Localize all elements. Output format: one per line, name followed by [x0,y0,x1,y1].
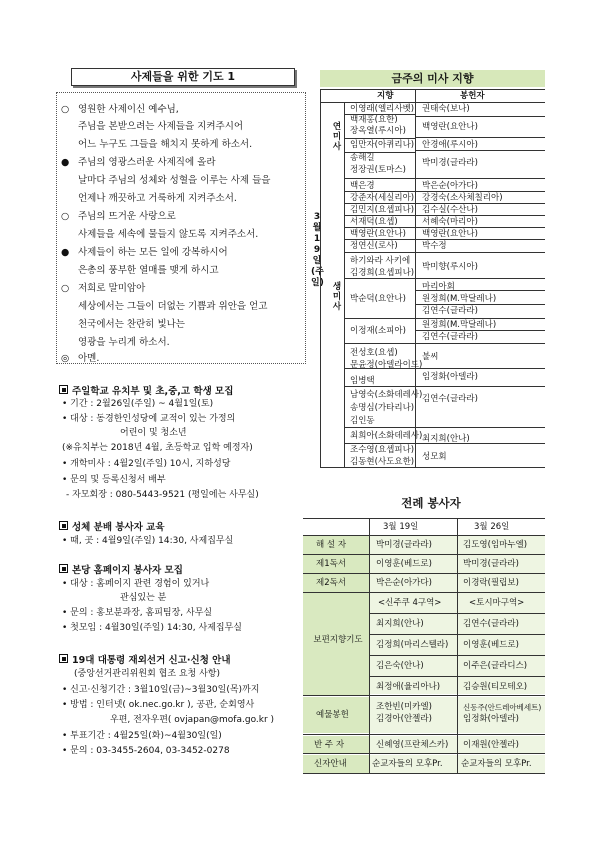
intention-cell: 장옥열(루시아) [350,126,406,136]
section-item: • 문의 및 등록신청서 배부 [62,475,166,485]
section-item: • 신고·신청기간 : 3월10일(금)~3월30일(목)까지 [62,685,260,695]
assign-cell: 최지희(안나) [376,619,424,629]
prayer-line: 주님을 본받으려는 사제들을 지켜주시어 [78,121,244,132]
square-bullet-icon [59,564,68,573]
intention-cell: 김인동 [350,416,375,426]
intention-cell: 박순덕(요안나) [350,294,406,304]
intention-cell: 문윤정(아델라이드) [350,360,423,370]
server-cell: 원정희(M.막달레나) [422,294,497,304]
intention-cell: 백재홍(요한) [350,115,398,125]
assign-cell: 이영훈(베드로) [376,559,432,569]
assign-cell: 김은숙(안나) [376,661,424,671]
row-border [344,215,545,216]
assign-cell: 박미경(글라라) [376,540,432,550]
intention-header: 지향 [377,91,394,101]
assign-cell: 김도영(임마누엘) [463,540,528,550]
prayer-line: 천국에서는 찬란히 빛나는 [78,319,185,330]
server-cell: 원정희(M.막달레나) [422,320,497,330]
server-cell: 권태숙(보나) [422,104,470,114]
assign-cell: 박미경(글라라) [463,559,519,569]
server-cell: 박은순(아가다) [422,181,478,191]
row-border [415,150,545,151]
server-cell: 성모회 [422,452,447,462]
prayer-line: 날마다 주님의 성체와 성혈을 이루는 사제 들을 [78,175,271,186]
intention-cell: 김경희(요셉피나) [350,268,415,278]
intention-cell: 정장권(토마스) [350,165,406,175]
section-item: 어린이 및 청소년 [120,428,187,438]
prayer-title: 사제들을 위한 기도 1 [71,68,295,86]
prayer-line: 어느 누구도 그들을 해치지 못하게 하소서. [78,139,253,150]
role-label: 신자안내 [314,759,347,769]
intention-cell: 최희아(소화데레사) [350,431,423,441]
intention-cell: 백영란(요안나) [350,229,406,239]
section-heading-text: 본당 홈페이지 봉사자 모집 [72,565,183,576]
prayer-bullet-icon: ● [61,247,70,258]
server-cell: 서혜숙(마리아) [422,217,478,227]
prayer-line: 주님의 뜨거운 사랑으로 [78,211,176,222]
row-border [303,592,545,593]
row-border [303,554,545,555]
row-border [344,191,545,192]
section-item: • 문의 : 03-3455-2604, 03-3452-0278 [62,746,230,756]
section-item: 관심있는 분 [120,593,167,603]
prayer-line: 영원한 사제이신 예수님, [78,104,179,115]
intention-cell: 김동현(사도요한) [350,457,415,467]
section-item: • 때, 곳 : 4월9일(주일) 14:30, 사제집무실 [62,536,234,546]
server-cell: 박미경(글라라) [422,158,478,168]
section-item: • 문의 : 홍보분과장, 홈피팀장, 사무실 [62,608,213,618]
intention-cell: 남영숙(소화데레사) [350,390,423,400]
row-border [303,535,545,536]
assign-cell: 김연수(글라라) [463,619,519,629]
table-border [320,102,545,103]
prayer-line: 은총의 풍부한 열매를 맺게 하시고 [78,265,219,276]
section-heading-text: 성체 분배 봉사자 교육 [72,522,165,533]
role-label: 예물봉헌 [316,710,349,720]
assign-cell: 조한빈(미카엘) [376,702,432,712]
table-border [344,102,345,467]
server-cell: 강경숙(소사체칠리아) [422,193,503,203]
row-border [344,343,545,344]
prayer-bullet-icon: ◎ [61,353,70,364]
row-border [415,137,545,138]
section-item: • 투표기간 : 4월25일(화)~4월30일(일) [62,731,222,741]
prayer-bullet-icon: ○ [61,211,70,222]
section-heading-text: 19대 대통령 재외선거 신고·신청 안내 [72,655,231,666]
role-label: 제1독서 [316,559,347,569]
section-heading-text: 주일학교 유치부 및 초,중,고 학생 모집 [72,386,234,397]
date-label: 3월19일(주일) [311,212,324,288]
role-label: 반 주 자 [314,740,345,750]
row-border [344,427,545,428]
col-border [457,518,458,773]
intention-cell: 강준자(세실리아) [350,193,415,203]
role-label: 보편지향기도 [313,635,363,645]
intention-cell: 임병택 [350,376,375,386]
row-border [303,753,545,754]
assign-cell: 이영훈(베드로) [463,640,519,650]
row-border [344,386,545,387]
square-bullet-icon [59,654,68,663]
assign-cell: 임정화(아델라) [463,714,519,724]
prayer-bullet-icon: ○ [61,104,70,115]
server-cell: 백영란(요안나) [422,122,478,132]
server-cell: 백영란(요안나) [422,229,478,239]
prayer-bullet-icon: ○ [61,283,70,294]
server-cell: 임정화(아델라) [422,372,478,382]
section-item: 우편, 전자우편( ovjapan@mofa.go.kr ) [110,715,275,725]
prayer-line: 사제들이 하는 모든 일에 강복하시어 [78,247,228,258]
server-cell: 마리아회 [422,282,455,292]
date-header: 3월 19일 [383,522,419,532]
group-label: <토시마구역> [469,598,525,608]
section-item: • 기간 : 2월26일(주일) ~ 4월1일(토) [62,399,214,409]
row-border [303,734,545,735]
prayer-line: 사제들을 세속에 물들지 않도록 지켜주소서. [78,229,259,240]
server-cell: 김수실(수산나) [422,205,478,215]
table-border [320,467,545,468]
row-border [344,239,545,240]
prayer-line: 아멘. [78,353,100,364]
row-border [415,330,545,331]
row-border [415,290,545,291]
server-cell: 불씨 [422,352,439,362]
role-label: 해 설 자 [316,540,347,550]
row-border [344,443,545,444]
assign-cell: 이주은(글라디스) [463,661,528,671]
row-border [415,116,545,117]
assign-cell: 김경아(안젤라) [376,714,432,724]
server-cell: 최지희(안나) [422,434,470,444]
prayer-line: 언제나 깨끗하고 거룩하게 지켜주소서. [78,193,237,204]
mass-intention-title: 금주의 미사 지향 [320,70,545,87]
section-item: • 개학미사 : 4월2일(주일) 10시, 지하성당 [62,459,231,469]
liturgy-title: 전례 봉사자 [401,496,461,510]
server-cell: 김연수(글라라) [422,332,478,342]
group-label-yeon: 연미사 [332,122,342,152]
row-border [344,318,545,319]
intention-cell: 이영래(엘리사벳) [350,104,415,114]
intention-cell: 임만자(아퀴리나) [350,140,415,150]
section-heading [59,562,183,576]
group-label: <신주쿠 4구역> [378,598,442,608]
row-border [344,152,415,153]
section-heading [59,652,231,666]
server-cell: 김연수(글라라) [422,306,478,316]
row-border [344,114,415,115]
assign-cell: 박은순(아가다) [376,578,432,588]
role-label: 제2독서 [316,578,347,588]
intention-cell: 김민지(요셉피나) [350,205,415,215]
assign-cell: 김승원(티모테오) [463,682,528,692]
intention-cell: 전성호(요셉) [350,348,398,358]
section-item: (중앙선거관리위원회 협조 요청 사항) [74,669,221,679]
assign-cell: 이경락(필립보) [463,578,519,588]
prayer-bullet-icon: ● [61,157,70,168]
assign-cell: 신동주(안드레아베세트) [463,703,542,712]
section-item: • 대상 : 홈페이지 관련 경험이 있거나 [62,579,210,589]
section-item: (※유치부는 2018년 4월, 초등학교 입학 예정자) [62,443,253,453]
prayer-line: 영광을 누리게 하소서. [78,337,170,348]
assign-cell: 순교자들의 모후Pr. [372,759,443,769]
square-bullet-icon [59,521,68,530]
section-item: - 자모회장 : 080-5443-9521 (평일에는 사무실) [66,490,259,500]
intention-cell: 하기와라 사키에 [350,256,411,266]
prayer-line: 세상에서는 그들이 더없는 기쁨과 위안을 얻고 [78,301,268,312]
server-cell: 안경애(루시아) [422,140,478,150]
row-border [344,252,545,253]
intention-cell: 송해길 [350,153,375,163]
row-border [344,368,545,369]
intention-cell: 조수영(요셉피나) [350,445,415,455]
section-heading [59,519,165,533]
row-border [415,304,545,305]
table-border [320,89,321,467]
assign-cell: 신혜영(프란체스카) [376,740,449,750]
table-border [320,89,545,90]
date-header: 3월 26일 [474,522,510,532]
table-border [303,773,545,774]
assign-cell: 이재원(안젤라) [463,740,519,750]
intention-cell: 서재덕(요셉) [350,217,398,227]
assign-cell: 최정애(율리아나) [376,682,441,692]
group-label-saeng: 생미사 [332,282,342,312]
row-border [303,695,545,696]
row-border [303,573,545,574]
square-bullet-icon [59,385,68,394]
intention-cell: 백은경 [350,181,375,191]
section-item: • 방법 : 인터넷( ok.nec.go.kr ), 공관, 순회영사 [62,700,255,710]
row-border [344,203,545,204]
row-border [344,278,545,279]
prayer-line: 주님의 영광스러운 사제직에 올라 [78,157,216,168]
intention-cell: 송명심(가타리나) [350,403,415,413]
table-border [303,518,545,519]
server-cell: 김연수(글라라) [422,394,478,404]
assign-cell: 순교자들의 모후Pr. [461,759,532,769]
prayer-line: 저희로 말미암아 [78,283,146,294]
table-border [344,178,545,179]
section-item: • 첫모임 : 4월30일(주일) 14:30, 사제집무실 [62,623,242,633]
server-cell: 박수정 [422,241,447,251]
row-border [344,227,545,228]
server-cell: 박미향(루시아) [422,262,478,272]
intention-cell: 정연신(로사) [350,241,398,251]
row-border [344,138,415,139]
col-border [369,518,370,773]
section-heading [59,383,233,397]
section-item: • 대상 : 동경한인성당에 교적이 있는 가정의 [62,414,236,424]
assign-cell: 김정희(마리스텔라) [376,640,449,650]
server-header: 봉헌자 [460,91,485,101]
intention-cell: 이정재(소피아) [350,326,406,336]
